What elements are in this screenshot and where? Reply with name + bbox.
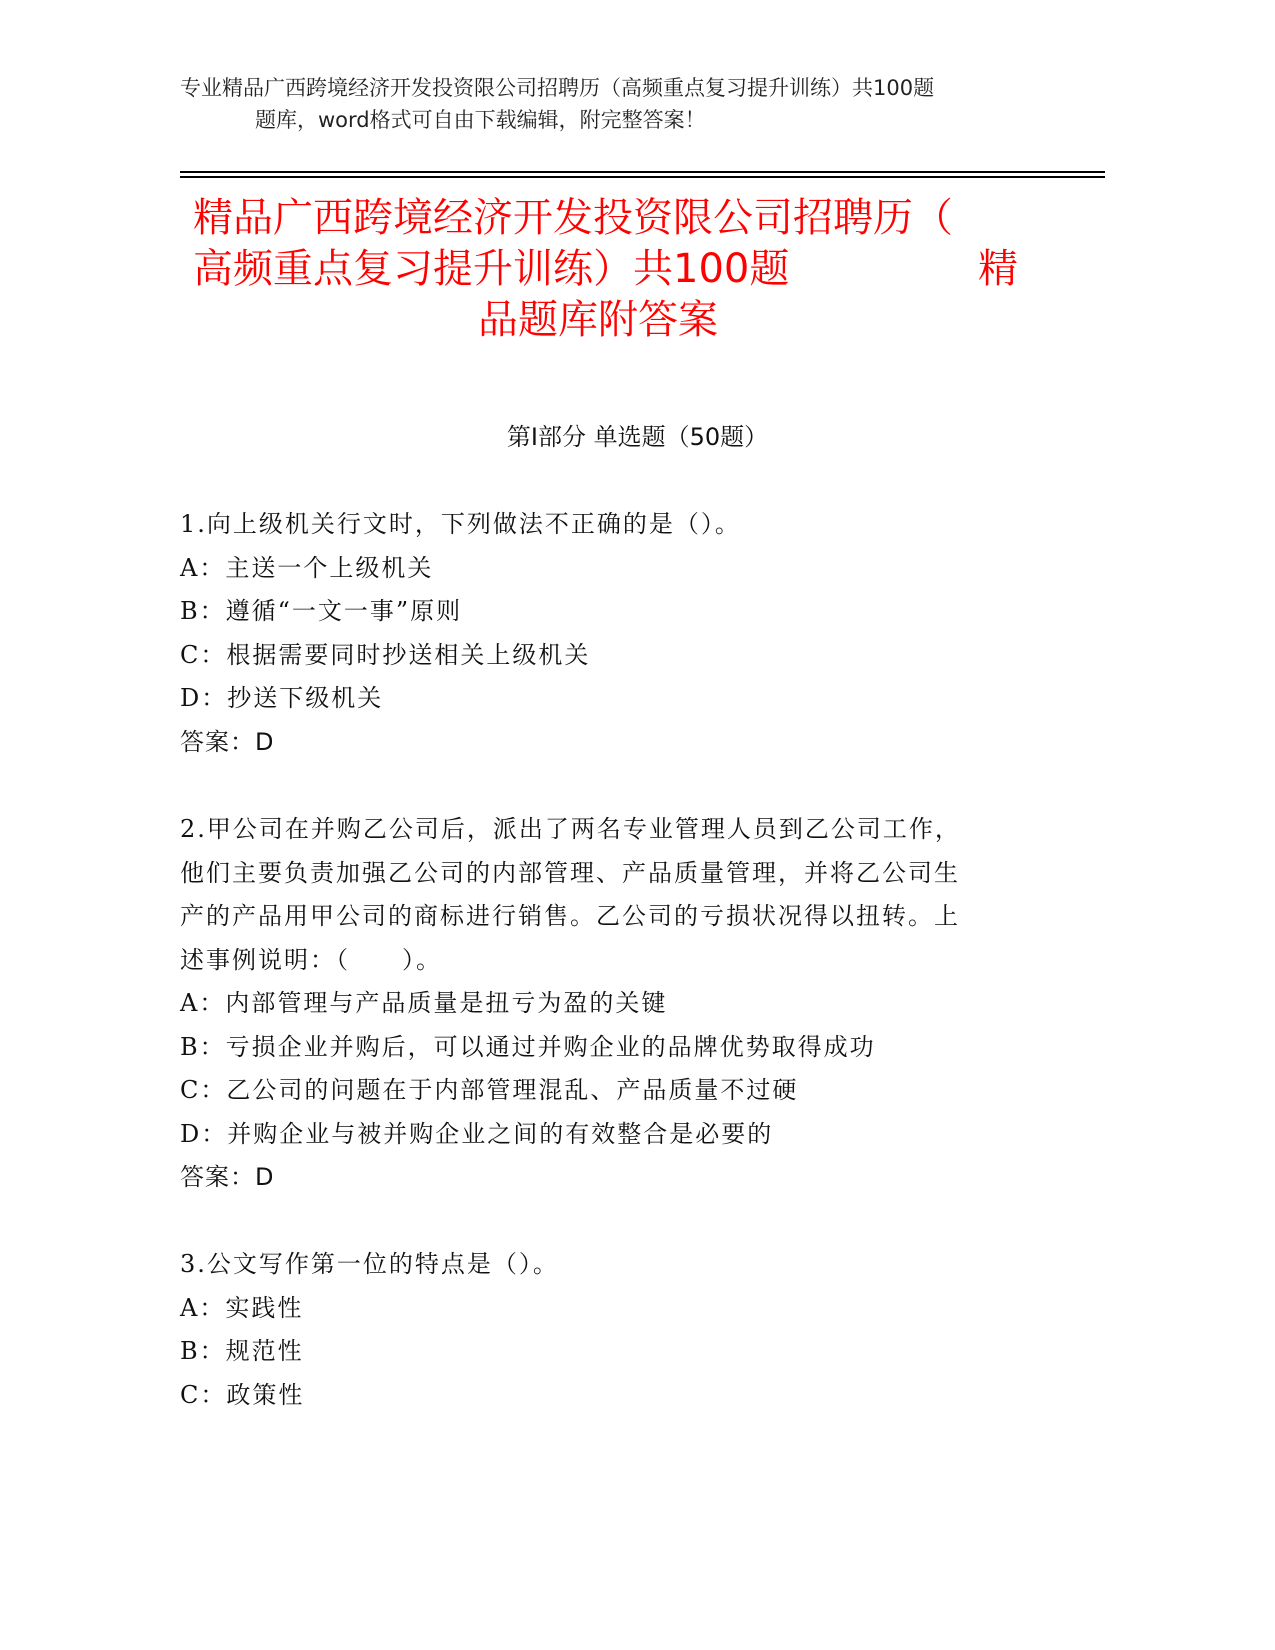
option-b: B：亏损企业并购后，可以通过并购企业的品牌优势取得成功 [180,1032,876,1061]
question-block [180,503,1030,764]
option-c: C：根据需要同时抄送相关上级机关 [180,640,591,669]
document-title-line-1: 精品广西跨境经济开发投资限公司招聘历（ [193,195,953,241]
section-heading: 第Ⅰ部分 单选题（50题） [506,423,769,451]
header-divider-top [180,171,1105,173]
document-title-line-2: 高频重点复习提升训练）共100题 [193,246,790,292]
option-a: A：主送一个上级机关 [180,553,434,582]
question-stem-line-4: 述事例说明：（ ）。 [180,945,442,974]
option-d: D：并购企业与被并购企业之间的有效整合是必要的 [180,1119,774,1148]
option-b: B：遵循“一文一事”原则 [180,597,463,625]
question-block [180,1243,1030,1417]
option-a: A：实践性 [180,1293,304,1322]
header-divider-bottom [180,176,1105,178]
option-c: C：乙公司的问题在于内部管理混乱、产品质量不过硬 [180,1076,799,1104]
option-d: D：抄送下级机关 [180,684,384,712]
header-note-line-2: 题库，word格式可自由下载编辑，附完整答案！ [255,108,706,132]
option-c: C：政策性 [180,1380,305,1409]
question-stem-line-2: 他们主要负责加强乙公司的内部管理、产品质量管理，并将乙公司生 [180,858,960,887]
question-stem-line-1: 2.甲公司在并购乙公司后，派出了两名专业管理人员到乙公司工作， [180,815,961,843]
answer-line: 答案：D [180,1163,275,1191]
answer-line: 答案：D [180,727,275,756]
header-note-line-1: 专业精品广西跨境经济开发投资限公司招聘历（高频重点复习提升训练）共100题 [180,76,935,100]
question-stem-line-3: 产的产品用甲公司的商标进行销售。乙公司的亏损状况得以扭转。上 [180,902,960,930]
question-stem: 1.向上级机关行文时，下列做法不正确的是（）。 [180,510,741,538]
document-title-line-3: 品题库附答案 [478,297,718,343]
question-stem: 3.公文写作第一位的特点是（）。 [180,1250,559,1278]
document-title-line-2-tail: 精 [978,246,1018,292]
option-b: B：规范性 [180,1337,304,1365]
question-block [180,808,1030,1200]
option-a: A：内部管理与产品质量是扭亏为盈的关键 [180,989,668,1017]
